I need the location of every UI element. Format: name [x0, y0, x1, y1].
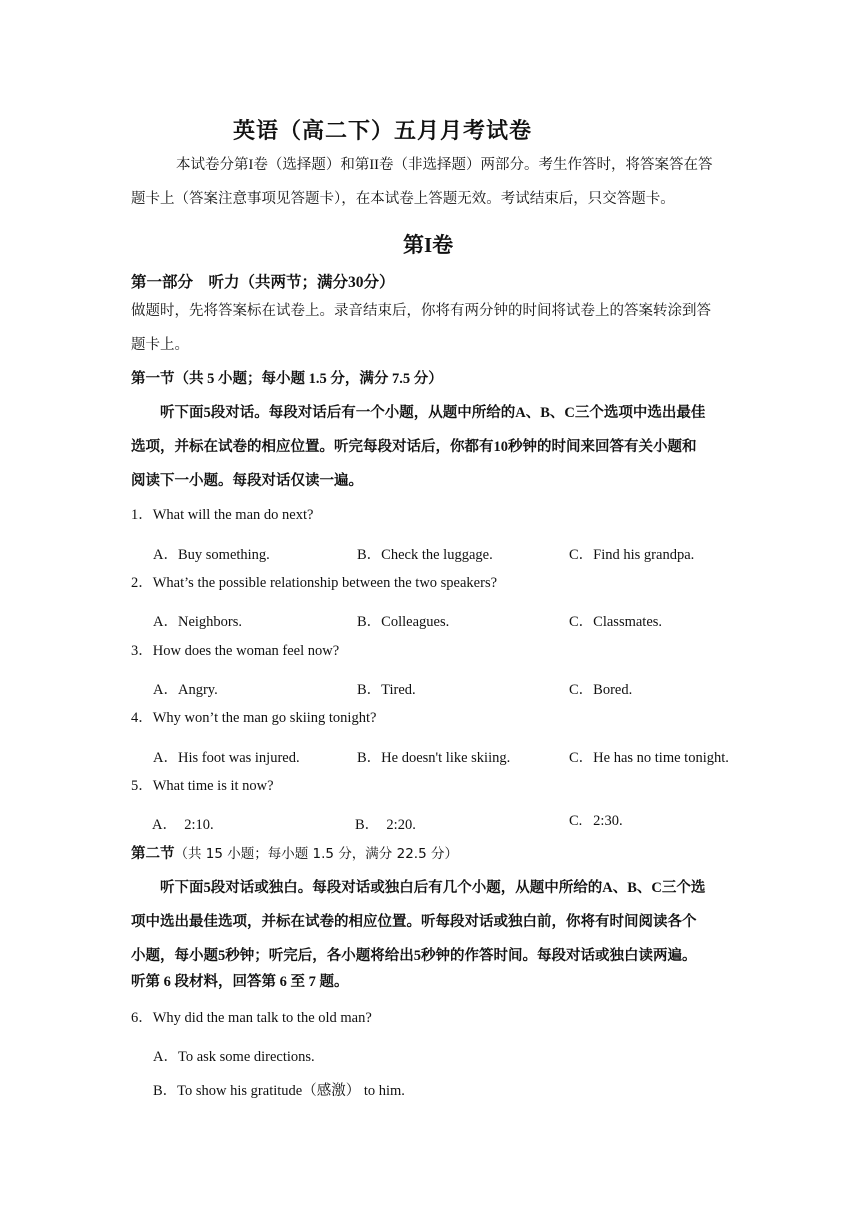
question-1-option-a: A．Buy something.: [153, 547, 270, 563]
part1-instruction-1: 做题时，先将答案标在试卷上。录音结束后，你将有两分钟的时间将试卷上的答案转涂到答: [131, 303, 711, 319]
section1-heading: 第一节（共 5 小题；每小题 1.5 分，满分 7.5 分）: [131, 371, 443, 387]
question-3-option-b: B．Tired.: [357, 682, 416, 698]
question-2-option-a: A．Neighbors.: [153, 614, 243, 630]
question-3: 3．How does the woman feel now?: [131, 643, 340, 659]
question-5: 5．What time is it now?: [131, 778, 274, 794]
intro-line-1: 本试卷分第I卷（选择题）和第II卷（非选择题）两部分。考生作答时，将答案答在答: [176, 157, 713, 173]
question-4-option-a: A．His foot was injured.: [153, 750, 300, 766]
question-1-option-c: C．Find his grandpa.: [569, 547, 695, 563]
section1-instruction-2: 选项，并标在试卷的相应位置。听完每段对话后，你都有10秒钟的时间来回答有关小题和: [131, 439, 697, 455]
section2-instruction-3: 小题，每小题5秒钟；听完后，各小题将给出5秒钟的作答时间。每段对话或独白读两遍。: [131, 948, 697, 964]
question-4: 4．Why won’t the man go skiing tonight?: [131, 710, 377, 726]
question-5-option-a: A． 2:10.: [152, 817, 214, 833]
question-4-option-b: B．He doesn't like skiing.: [357, 750, 511, 766]
part1-instruction-2: 题卡上。: [131, 337, 189, 353]
section2-heading-label: 第二节: [131, 846, 175, 862]
section2-instruction-4: 听第 6 段材料，回答第 6 至 7 题。: [131, 974, 349, 990]
section2-instruction-2: 项中选出最佳选项，并标在试卷的相应位置。听每段对话或独白前，你将有时间阅读各个: [131, 914, 697, 930]
question-2-option-b: B．Colleagues.: [357, 614, 450, 630]
exam-title: 英语（高二下）五月月考试卷: [233, 118, 533, 143]
question-3-option-a: A．Angry.: [153, 682, 218, 698]
question-2: 2．What’s the possible relationship between the two speakers?: [131, 575, 498, 591]
question-1-option-b: B．Check the luggage.: [357, 547, 493, 563]
question-5-option-c: C. 2:30.: [569, 813, 623, 829]
question-6-option-b: B．To show his gratitude（感激） to him.: [153, 1083, 405, 1099]
question-1: 1．What will the man do next?: [131, 507, 314, 523]
section1-instruction-3: 阅读下一小题。每段对话仅读一遍。: [131, 473, 363, 489]
part1-heading: 第一部分 听力（共两节；满分30分）: [131, 274, 395, 291]
section2-instruction-1: 听下面5段对话或独白。每段对话或独白后有几个小题，从题中所给的A、B、C三个选: [160, 880, 706, 896]
section2-heading-detail: （共 15 小题；每小题 1.5 分，满分 22.5 分）: [174, 846, 458, 862]
volume-heading: 第I卷: [403, 233, 454, 257]
section1-instruction-1: 听下面5段对话。每段对话后有一个小题，从题中所给的A、B、C三个选项中选出最佳: [160, 405, 706, 421]
question-5-option-b: B． 2:20.: [355, 817, 416, 833]
question-6: 6．Why did the man talk to the old man?: [131, 1010, 372, 1026]
question-3-option-c: C．Bored.: [569, 682, 633, 698]
question-4-option-c: C．He has no time tonight.: [569, 750, 729, 766]
section2-heading: [131, 847, 458, 862]
question-2-option-c: C．Classmates.: [569, 614, 663, 630]
question-6-option-a: A．To ask some directions.: [153, 1049, 315, 1065]
intro-line-2: 题卡上（答案注意事项见答题卡），在本试卷上答题无效。考试结束后，只交答题卡。: [131, 191, 675, 207]
